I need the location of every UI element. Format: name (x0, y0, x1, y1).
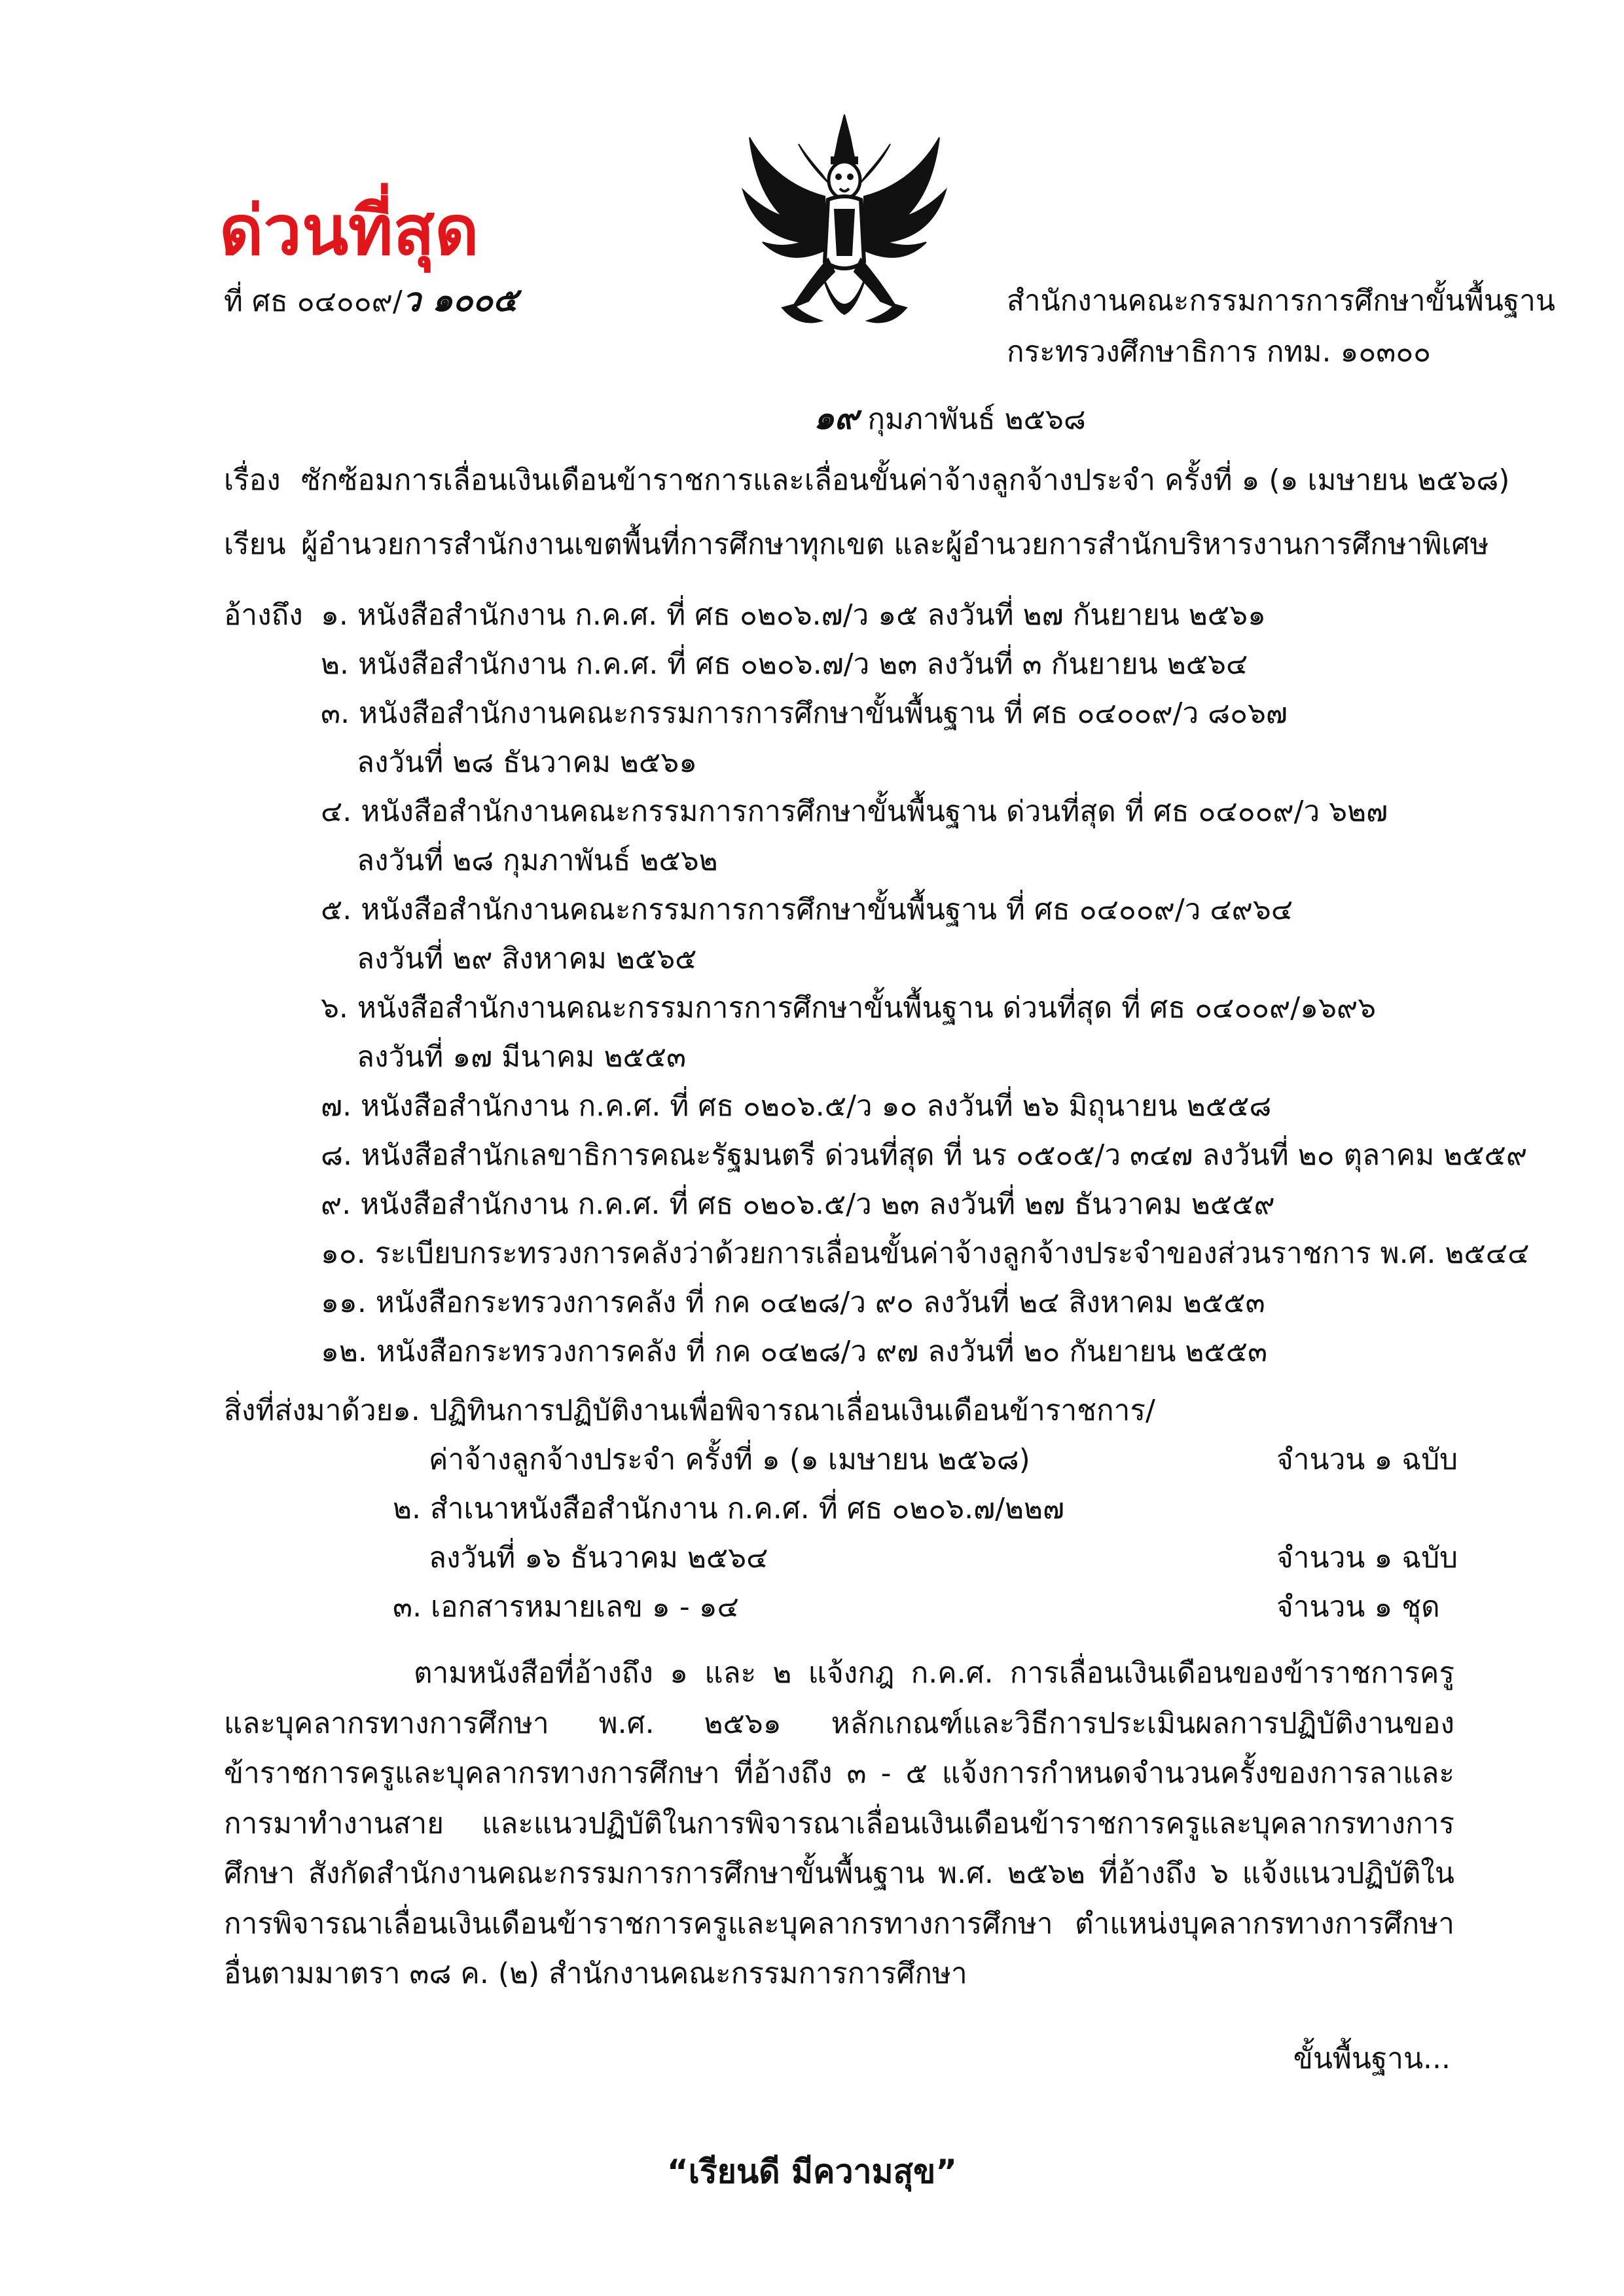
document-date (814, 398, 1086, 439)
document-number-prefix: ที่ ศธ ๐๔๐๐๙/ (224, 285, 403, 318)
urgent-stamp: ด่วนที่สุด (219, 191, 479, 270)
reference-item: ๘. หนังสือสำนักเลขาธิการคณะรัฐมนตรี ด่วนที่สุด ที่ นร ๐๕๐๕/ว ๓๔๗ ลงวันที่ ๒๐ ตุลาคม ๒๕๕๙ (321, 1139, 1528, 1172)
reference-item: ๗. หนังสือสำนักงาน ก.ค.ศ. ที่ ศธ ๐๒๐๖.๕/ว ๑๐ ลงวันที่ ๒๖ มิถุนายน ๒๕๕๘ (321, 1089, 1272, 1123)
date-month-year: กุมภาพันธ์ ๒๕๖๘ (858, 403, 1086, 436)
enclosure-item: ๑. ปฏิทินการปฏิบัติงานเพื่อพิจารณาเลื่อนเงินเดือนข้าราชการ/ (393, 1394, 1155, 1427)
enclosure-label: สิ่งที่ส่งมาด้วย (224, 1394, 393, 1427)
ministry-address: กระทรวงศึกษาธิการ กทม. ๑๐๓๐๐ (1007, 335, 1432, 369)
reference-item-continued: ลงวันที่ ๒๘ กุมภาพันธ์ ๒๕๖๒ (357, 844, 718, 877)
reference-item: ๑. หนังสือสำนักงาน ก.ค.ศ. ที่ ศธ ๐๒๐๖.๗/ว ๑๕ ลงวันที่ ๒๗ กันยายน ๒๕๖๑ (321, 598, 1266, 632)
salutation-text: ผู้อำนวยการสำนักงานเขตพื้นที่การศึกษาทุกเขต และผู้อำนวยการสำนักบริหารงานการศึกษาพิเศษ (301, 528, 1489, 561)
reference-item: ๒. หนังสือสำนักงาน ก.ค.ศ. ที่ ศธ ๐๒๐๖.๗/ว ๒๓ ลงวันที่ ๓ กันยายน ๒๕๖๔ (321, 647, 1248, 681)
reference-item-continued: ลงวันที่ ๑๗ มีนาคม ๒๕๕๓ (357, 1040, 687, 1074)
reference-item: ๖. หนังสือสำนักงานคณะกรรมการการศึกษาขั้นพื้นฐาน ด่วนที่สุด ที่ ศธ ๐๔๐๐๙/๑๖๙๖ (321, 991, 1377, 1025)
reference-label: อ้างถึง (224, 598, 303, 632)
enclosure-item: ๓. เอกสารหมายเลข ๑ - ๑๔ (393, 1590, 739, 1624)
subject-text: ซักซ้อมการเลื่อนเงินเดือนข้าราชการและเลื่อนขั้นค่าจ้างลูกจ้างประจำ ครั้งที่ ๑ (๑ เมษายน ๒๕๖๘) (301, 464, 1510, 497)
reference-item: ๕. หนังสือสำนักงานคณะกรรมการการศึกษาขั้นพื้นฐาน ที่ ศธ ๐๔๐๐๙/ว ๔๙๖๔ (321, 893, 1293, 926)
reference-item: ๑๒. หนังสือกระทรวงการคลัง ที่ กค ๐๔๒๘/ว ๙๗ ลงวันที่ ๒๐ กันยายน ๒๕๕๓ (321, 1335, 1268, 1368)
enclosure-item-continued: ค่าจ้างลูกจ้างประจำ ครั้งที่ ๑ (๑ เมษายน ๒๕๖๘) (429, 1443, 1030, 1476)
subject-label: เรื่อง (224, 464, 281, 497)
enclosure-item: ๒. สำเนาหนังสือสำนักงาน ก.ค.ศ. ที่ ศธ ๐๒๐๖.๗/๒๒๗ (393, 1492, 1065, 1525)
agency-name: สำนักงานคณะกรรมการการศึกษาขั้นพื้นฐาน (1007, 284, 1555, 318)
date-day-handwritten: ๑๙ (814, 399, 859, 437)
subject-line (224, 461, 1509, 500)
document-number (224, 280, 518, 321)
footer-slogan: “เรียนดี มีความสุข” (666, 2153, 958, 2191)
reference-item: ๙. หนังสือสำนักงาน ก.ค.ศ. ที่ ศธ ๐๒๐๖.๕/ว ๒๓ ลงวันที่ ๒๗ ธันวาคม ๒๕๕๙ (321, 1188, 1275, 1221)
reference-item: ๑๑. หนังสือกระทรวงการคลัง ที่ กค ๐๔๒๘/ว ๙๐ ลงวันที่ ๒๔ สิงหาคม ๒๕๕๓ (321, 1286, 1265, 1319)
enclosure-item-continued: ลงวันที่ ๑๖ ธันวาคม ๒๕๖๔ (429, 1541, 768, 1575)
enclosure-amount: จำนวน ๑ ชุด (1276, 1590, 1440, 1624)
reference-item: ๔. หนังสือสำนักงานคณะกรรมการการศึกษาขั้นพื้นฐาน ด่วนที่สุด ที่ ศธ ๐๔๐๐๙/ว ๖๒๗ (321, 795, 1388, 828)
body-paragraph-text: ตามหนังสือที่อ้างถึง ๑ และ ๒ แจ้งกฎ ก.ค.ศ. การเลื่อนเงินเดือนของข้าราชการครูและบุคลากรทางการศึกษา พ.ศ. ๒๕๖๑ หลักเกณฑ์และวิธีการประเมินผลการปฏิบัติงานของข้าราชการครูและบุคลากรทางการศึกษา ที่อ้างถึง ๓ - ๕ แจ้งการกำหนดจำนวนครั้งของการลาและการมาทำงานสาย และแนวปฏิบัติในการพิจารณาเลื่อนเงินเดือนข้าราชการครูและบุคลากรทางการศึกษา สังกัดสำนักงานคณะกรรมการการศึกษาขั้นพื้นฐาน พ.ศ. ๒๕๖๒ ที่อ้างถึง ๖ แจ้งแนวปฏิบัติในการพิจารณาเลื่อนเงินเดือนข้าราชการครูและบุคลากรทางการศึกษา ตำแหน่งบุคลากรทางการศึกษาอื่นตามมาตรา ๓๘ ค. (๒) สำนักงานคณะกรรมการการศึกษา (224, 1656, 1454, 1990)
reference-item-continued: ลงวันที่ ๒๘ ธันวาคม ๒๕๖๑ (357, 746, 698, 779)
salutation-line (224, 525, 1489, 564)
enclosure-amount: จำนวน ๑ ฉบับ (1276, 1541, 1458, 1575)
reference-item: ๑๐. ระเบียบกระทรวงการคลังว่าด้วยการเลื่อนขั้นค่าจ้างลูกจ้างประจำของส่วนราชการ พ.ศ. ๒๕๔๔ (321, 1237, 1530, 1270)
garuda-emblem (736, 111, 952, 337)
document-number-handwritten: ว ๑๐๐๕ (402, 281, 518, 319)
body-paragraph (224, 1649, 1454, 1999)
continuation-marker: ขั้นพื้นฐาน... (1293, 2042, 1451, 2075)
enclosure-amount: จำนวน ๑ ฉบับ (1276, 1443, 1458, 1476)
reference-item-continued: ลงวันที่ ๒๙ สิงหาคม ๒๕๖๕ (357, 942, 697, 975)
reference-item: ๓. หนังสือสำนักงานคณะกรรมการการศึกษาขั้นพื้นฐาน ที่ ศธ ๐๔๐๐๙/ว ๘๐๖๗ (321, 697, 1288, 730)
salutation-label: เรียน (224, 528, 286, 561)
